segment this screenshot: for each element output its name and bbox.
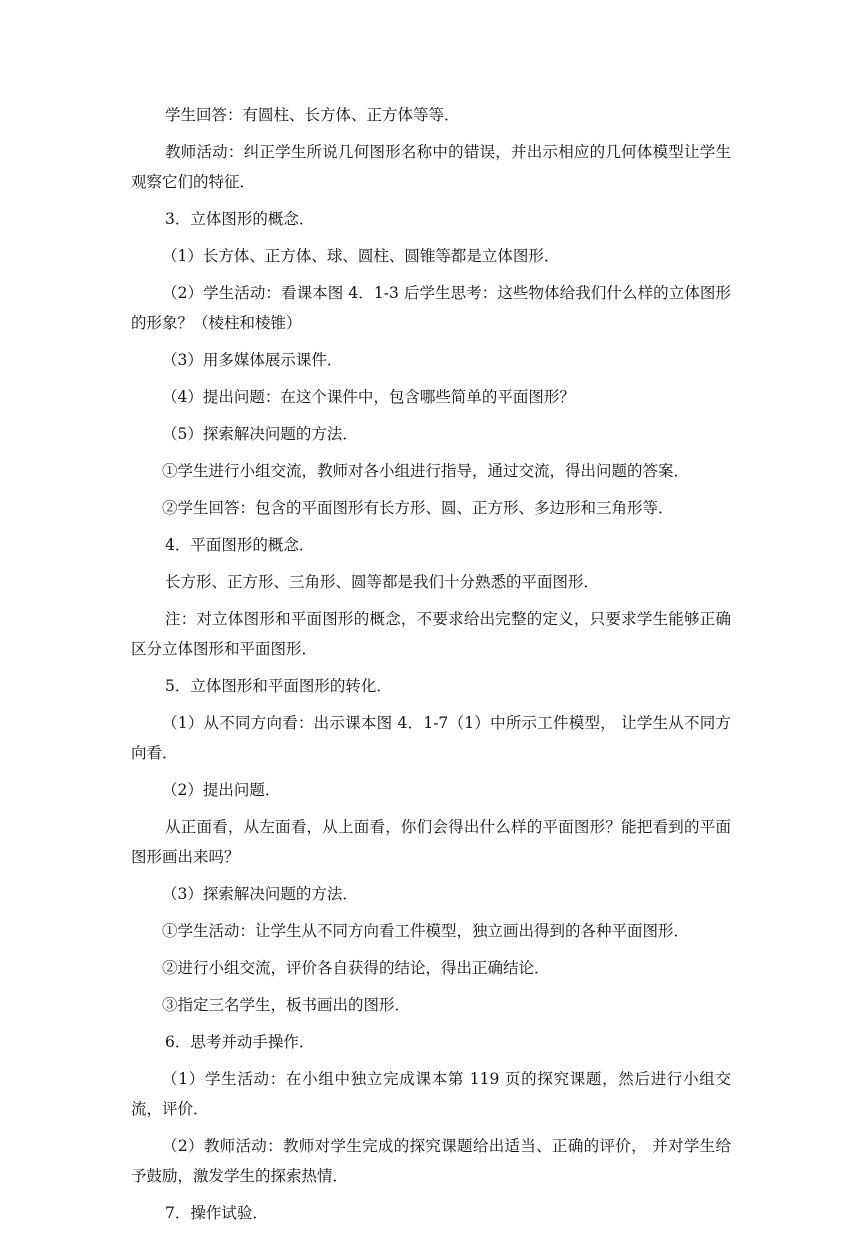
paragraph: （3）探索解决问题的方法． xyxy=(162,885,358,903)
paragraph: ①学生进行小组交流，教师对各小组进行指导，通过交流，得出问题的答案． xyxy=(162,462,690,480)
section-heading: 3．立体图形的概念． xyxy=(165,210,315,228)
paragraph: ②学生回答：包含的平面图形有长方形、圆、正方形、多边形和三角形等． xyxy=(162,499,674,517)
paragraph: （4）提出问题：在这个课件中，包含哪些简单的平面图形？ xyxy=(162,388,575,406)
paragraph: 学生回答：有圆柱、长方体、正方体等等． xyxy=(165,106,460,124)
paragraph: （2）学生活动：看课本图 4．1-3 后学生思考：这些物体给我们什么样的立体图形的形象？（棱柱和棱锥） xyxy=(131,284,731,332)
paragraph: （3）用多媒体展示课件． xyxy=(162,351,343,369)
section-heading: 6．思考并动手操作． xyxy=(165,1033,315,1051)
paragraph: （2）提出问题． xyxy=(162,781,281,799)
paragraph: 从正面看，从左面看，从上面看，你们会得出什么样的平面图形？能把看到的平面图形画出来吗？ xyxy=(131,818,731,866)
paragraph: ②进行小组交流，评价各自获得的结论，得出正确结论． xyxy=(162,959,550,977)
paragraph: 长方形、正方形、三角形、圆等都是我们十分熟悉的平面图形． xyxy=(165,573,600,591)
paragraph: （2）教师活动：教师对学生完成的探究课题给出适当、正确的评价， 并对学生给予鼓励，激发学生的探索热情． xyxy=(131,1137,731,1185)
paragraph: （1）学生活动：在小组中独立完成课本第 119 页的探究课题，然后进行小组交流，评价． xyxy=(131,1070,731,1118)
paragraph: （1）长方体、正方体、球、圆柱、圆锥等都是立体图形． xyxy=(162,247,560,265)
paragraph: 注：对立体图形和平面图形的概念，不要求给出完整的定义，只要求学生能够正确区分立体图形和平面图形． xyxy=(131,610,731,658)
paragraph: 教师活动：纠正学生所说几何图形名称中的错误，并出示相应的几何体模型让学生观察它们的特征． xyxy=(131,143,731,191)
paragraph: （1）从不同方向看：出示课本图 4．1-7（1）中所示工件模型， 让学生从不同方向看． xyxy=(131,714,731,762)
section-heading: 7．操作试验． xyxy=(165,1204,268,1222)
paragraph: ③指定三名学生，板书画出的图形． xyxy=(162,996,411,1014)
paragraph: （5）探索解决问题的方法． xyxy=(162,425,358,443)
paragraph: ①学生活动：让学生从不同方向看工件模型，独立画出得到的各种平面图形． xyxy=(162,922,690,940)
document-page xyxy=(131,100,731,1235)
section-heading: 4．平面图形的概念． xyxy=(165,536,315,554)
section-heading: 5．立体图形和平面图形的转化． xyxy=(165,677,392,695)
